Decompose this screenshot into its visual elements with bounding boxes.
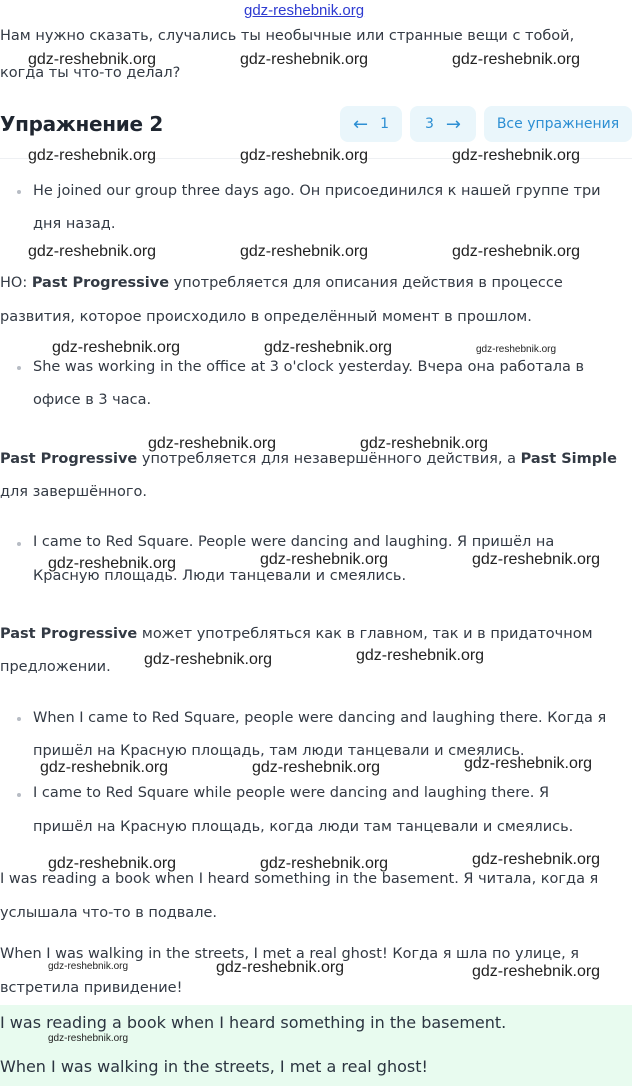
watermark: gdz-reshebnik.org [452,147,581,164]
paragraph-3-line-1 [0,618,593,651]
intro-line-2: когда ты что-то делал? [0,65,181,81]
watermark: gdz-reshebnik.org [240,147,369,164]
watermark: gdz-reshebnik.org [28,147,157,164]
paragraph-4-line-2: услышала что-то в подвале. [0,905,217,921]
watermark: gdz-reshebnik.org [216,959,345,976]
watermark: gdz-reshebnik.org [472,551,601,568]
answer-line-1: I was reading a book when I heard something in the basement. [0,1013,507,1032]
paragraph-1-line-2: развития, которое происходило в определённый момент в прошлом. [0,309,532,325]
watermark: gdz-reshebnik.org [48,555,177,572]
paragraph-2-term-2: Past Simple [520,451,617,467]
watermark: gdz-reshebnik.org [476,344,557,355]
paragraph-1-line-1 [0,267,563,300]
watermark: gdz-reshebnik.org [28,243,157,260]
bullet-3-line-2: Красную площадь. Люди танцевали и смеялись. [33,568,407,584]
watermark: gdz-reshebnik.org [260,855,389,872]
watermark: gdz-reshebnik.org [360,435,489,452]
paragraph-3-text: может употребляться как в главном, так и в придаточном [137,626,593,642]
watermark: gdz-reshebnik.org [240,243,369,260]
bullet-5-line-1: I came to Red Square while people were dancing and laughing there. Я [33,785,550,801]
watermark: gdz-reshebnik.org [40,759,169,776]
arrow-right-icon: → [445,113,461,135]
arrow-left-icon: ← [352,113,369,135]
watermark: gdz-reshebnik.org [148,435,277,452]
watermark: gdz-reshebnik.org [240,51,369,68]
watermark: gdz-reshebnik.org [452,51,581,68]
watermark: gdz-reshebnik.org [264,339,393,356]
paragraph-3-term: Past Progressive [0,626,138,642]
watermark: gdz-reshebnik.org [472,851,601,868]
exercise-title: Упражнение 2 [0,112,164,136]
watermark: gdz-reshebnik.org [48,1033,129,1044]
all-exercises-label: Все упражнения [496,116,620,132]
paragraph-3-line-2: предложении. [0,659,111,675]
paragraph-5-line-2: встретила привидение! [0,980,183,996]
all-exercises-button[interactable] [484,106,632,142]
bullet-3-line-1: I came to Red Square. People were dancing and laughing. Я пришёл на [33,534,555,550]
watermark: gdz-reshebnik.org [252,759,381,776]
paragraph-5-line-1: When I was walking in the streets, I met a real ghost! Когда я шла по улице, я [0,946,580,962]
intro-line-1: Нам нужно сказать, случались ты необычные или странные вещи с тобой, [0,28,575,44]
bullet-5-line-2: пришёл на Красную площадь, когда люди там танцевали и смеялись. [33,819,574,835]
prev-exercise-button[interactable] [340,106,402,142]
bullet-4-line-2: пришёл на Красную площадь, там люди танцевали и смеялись. [33,743,525,759]
watermark-top-link[interactable]: gdz-reshebnik.org [244,2,365,19]
watermark: gdz-reshebnik.org [144,651,273,668]
bullet-4-line-1: When I came to Red Square, people were dancing and laughing there. Когда я [33,710,607,726]
paragraph-1-text: употребляется для описания действия в процессе [169,275,563,291]
bullet-1-line-1: He joined our group three days ago. Он присоединился к нашей группе три [33,183,601,199]
paragraph-1-term: Past Progressive [31,275,170,291]
paragraph-2-text: употребляется для незавершённого действия, а [137,451,521,467]
bullet-icon [17,717,21,721]
watermark: gdz-reshebnik.org [356,647,485,664]
watermark: gdz-reshebnik.org [472,963,601,980]
paragraph-2-term-1: Past Progressive [0,451,138,467]
bullet-icon [17,190,21,194]
bullet-icon [17,793,21,797]
watermark: gdz-reshebnik.org [28,51,157,68]
next-exercise-label: 3 [424,116,434,132]
bullet-2-line-2: офисе в 3 часа. [33,392,152,408]
bullet-2-line-1: She was working in the office at 3 o'clock yesterday. Вчера она работала в [33,359,585,375]
bullet-icon [17,366,21,370]
watermark: gdz-reshebnik.org [464,755,593,772]
watermark: gdz-reshebnik.org [48,855,177,872]
paragraph-2-line-2: для завершённого. [0,484,148,500]
paragraph-4-line-1: I was reading a book when I heard something in the basement. Я читала, когда я [0,871,599,887]
watermark: gdz-reshebnik.org [452,243,581,260]
prev-exercise-label: 1 [380,116,389,132]
watermark: gdz-reshebnik.org [52,339,181,356]
watermark: gdz-reshebnik.org [48,961,129,972]
next-exercise-button[interactable] [410,106,476,142]
paragraph-2-line-1 [0,443,617,476]
answer-line-2: When I was walking in the streets, I met a real ghost! [0,1057,428,1076]
bullet-1-line-2: дня назад. [33,216,116,232]
watermark: gdz-reshebnik.org [260,551,389,568]
paragraph-1-prefix: НО: [0,275,32,291]
bullet-icon [17,542,21,546]
